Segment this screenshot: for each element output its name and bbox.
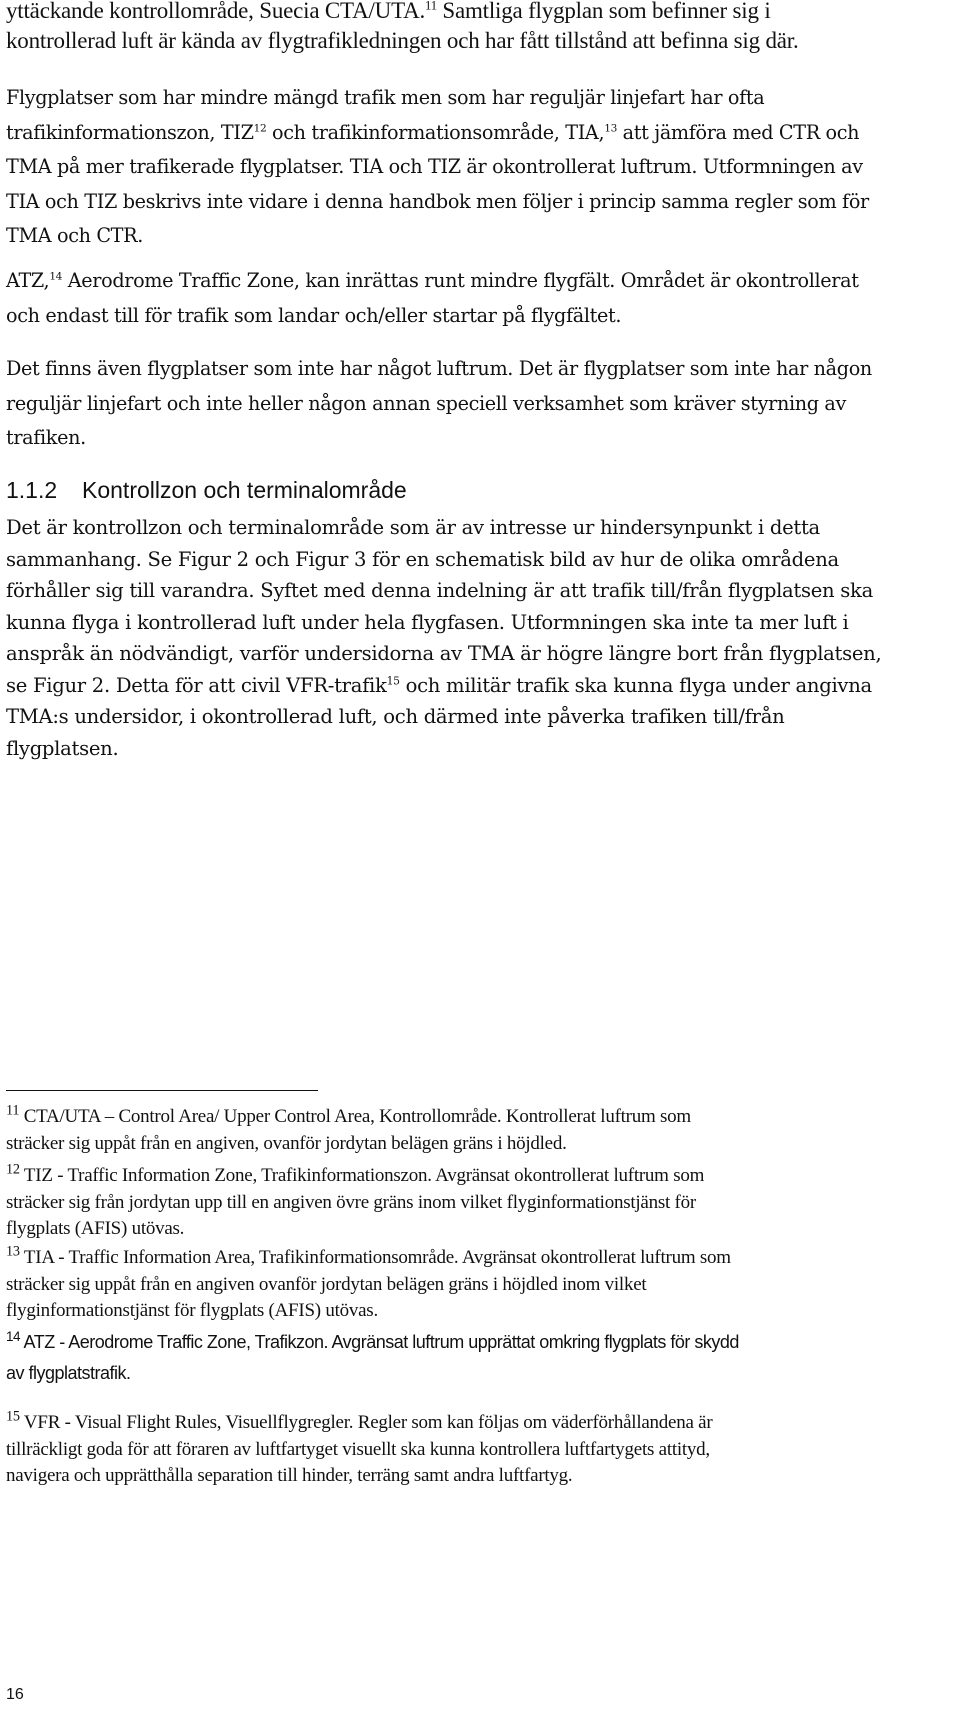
text-line: kontrollerad luft är kända av flygtrafikledningen och har fått tillstånd att befinna sig där. [6, 28, 799, 53]
footnote-mark: 15 [6, 1408, 20, 1425]
section-title: Kontrollzon och terminalområde [82, 477, 407, 503]
footnote-14: $^{14}$ ATZ - Aerodrome Traffic Zone, Trafikzon. Avgränsat luftrum upprättat omkring flygplats för skydd av flygplatstrafik. [6, 1329, 739, 1383]
text-line: TIA och TIZ beskrivs inte vidare i denna handbok men följer i princip samma regler som för [6, 189, 869, 213]
footnote-13: $^{13}$ TIA - Traffic Information Area, Trafikinformationsområde. Avgränsat okontrollerat luftrum som sträcker sig uppåt från en angiven ovanför jordytan belägen gräns i höjdled inom vilket flyginformationstjänst för flygplats (AFIS) utövas. [6, 1243, 731, 1321]
text-line: och endast till för trafik som landar och/eller startar på flygfältet. [6, 303, 622, 327]
paragraph-atz [6, 264, 951, 333]
footnote-ref-13[interactable]: 13 [604, 122, 617, 135]
footnote-mark: 14 [6, 1329, 21, 1344]
page-number: 16 [6, 1686, 24, 1703]
footnote-ref-14[interactable]: 14 [49, 270, 63, 283]
text-line: se Figur 2. Detta för att civil VFR-trafik$^{15}$ och militär trafik ska kunna flyga under angivna [6, 673, 872, 697]
footnote-mark: 12 [6, 1161, 20, 1178]
text-line: ATZ,$^{14}$ Aerodrome Traffic Zone, kan inrättas runt mindre flygfält. Området är okontrollerat [6, 269, 859, 292]
text-line: trafikinformationszon, TIZ$^{12}$ och trafikinformationsområde, TIA,$^{13}$ att jämföra med CTR och [6, 120, 860, 144]
footnote-15: $^{15}$ VFR - Visual Flight Rules, Visuellflygregler. Regler som kan följas om väderförhållandena är tillräckligt goda för att föraren av luftfartyget visuellt ska kunna kontrollera luftfartygets attityd, navigera och upprätthålla separation till hinder, terräng samt andra luftfartyg. [6, 1408, 713, 1486]
text-line: TMA på mer trafikerade flygplatser. TIA och TIZ är okontrollerat luftrum. Utformningen av [6, 155, 863, 178]
footnote-11: $^{11}$ CTA/UTA – Control Area/ Upper Control Area, Kontrollområde. Kontrollerat luftrum som sträcker sig uppåt från en angiven, ovanför jordytan belägen gräns i höjdled. [6, 1102, 691, 1154]
text-line: flygplatsen. [6, 736, 119, 760]
section-heading [6, 475, 951, 505]
intro-paragraph [6, 0, 951, 56]
text-line: Det är kontrollzon och terminalområde som är av intresse ur hindersynpunkt i detta [6, 516, 820, 539]
text-line: Det finns även flygplatser som inte har något luftrum. Det är flygplatser som inte har någon [6, 357, 872, 380]
text-line: yttäckande kontrollområde, Suecia CTA/UTA.$^{11}$ Samtliga flygplan som befinner sig i [6, 0, 771, 23]
text-line: förhåller sig till varandra. Syftet med denna indelning är att trafik till/från flygplatsen ska [6, 579, 874, 602]
text-line: Flygplatser som har mindre mängd trafik men som har reguljär linjefart har ofta [6, 86, 765, 109]
section-number: 1.1.2 [6, 477, 58, 503]
paragraph-control-zone [6, 512, 951, 764]
text-line: trafiken. [6, 426, 86, 449]
text-line: sammanhang. Se Figur 2 och Figur 3 för en schematisk bild av hur de olika områdena [6, 547, 839, 571]
paragraph-no-airspace [6, 352, 951, 456]
text-line: reguljär linjefart och inte heller någon annan speciell verksamhet som kräver styrning av [6, 391, 847, 415]
footnote-separator [6, 1090, 318, 1091]
footnote-mark: 11 [6, 1102, 20, 1119]
text-line: kunna flyga i kontrollerad luft under hela flygfasen. Utformningen ska inte ta mer luft i [6, 610, 849, 634]
footnote-ref-11[interactable]: 11 [425, 0, 437, 13]
text-line: anspråk än nödvändigt, varför undersidorna av TMA är högre längre bort från flygplatsen, [6, 642, 882, 665]
text-line: TMA:s undersidor, i okontrollerad luft, och därmed inte påverka trafiken till/från [6, 705, 785, 728]
footnote-mark: 13 [6, 1243, 20, 1260]
paragraph-tia-tiz [6, 81, 951, 254]
footnote-ref-12[interactable]: 12 [253, 122, 267, 135]
footnote-12: $^{12}$ TIZ - Traffic Information Zone, Trafikinformationszon. Avgränsat okontrollerat luftrum som sträcker sig från jordytan upp till en angiven övre gräns inom vilket flyginformationstjänst för flygplats (AFIS) utövas. [6, 1161, 705, 1239]
footnote-ref-15[interactable]: 15 [386, 673, 400, 687]
text-line: TMA och CTR. [6, 224, 143, 247]
